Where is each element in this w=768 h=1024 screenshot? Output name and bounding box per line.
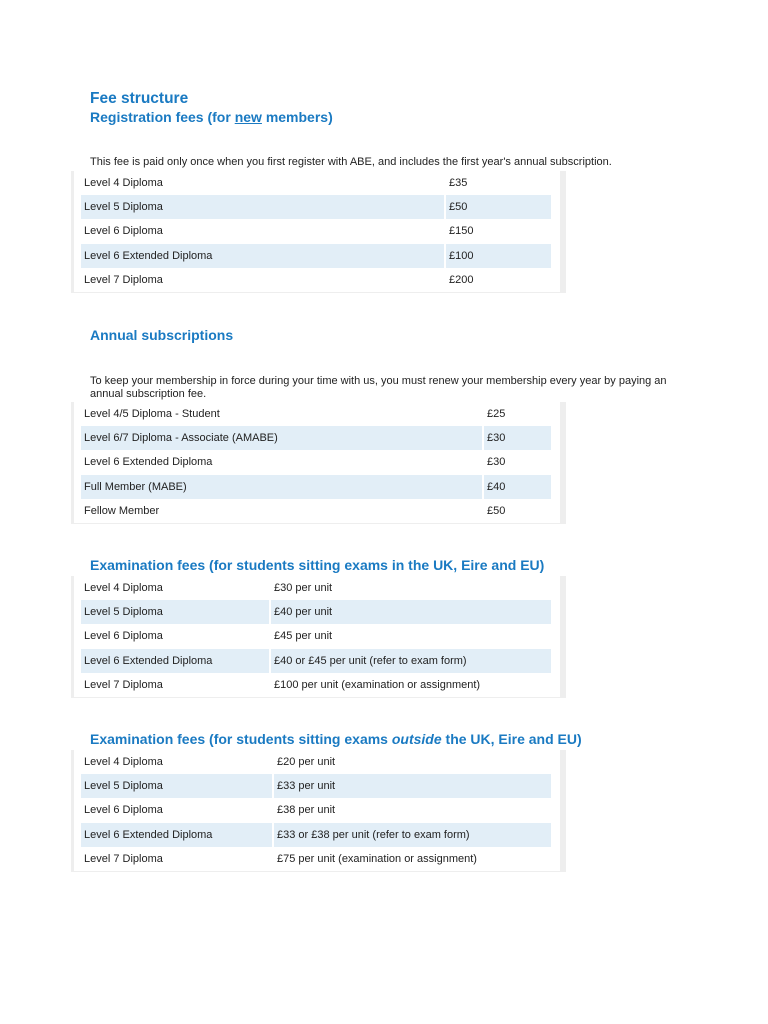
row-label: Level 5 Diploma (81, 195, 446, 219)
registration-intro: This fee is paid only once when you first register with ABE, and includes the first year's annual subscription. (90, 156, 612, 168)
row-fee: £75 per unit (examination or assignment) (277, 852, 477, 865)
row-label: Level 4/5 Diploma - Student (84, 408, 220, 421)
table-row (81, 823, 551, 847)
table-row (81, 774, 551, 798)
registration-heading-suffix: members) (261, 109, 333, 125)
subscriptions-heading: Annual subscriptions (90, 327, 234, 343)
exam-outside-heading-emphasis: outside (391, 731, 442, 747)
table-row (81, 268, 551, 292)
row-fee: £30 (487, 432, 506, 445)
exam-uk-fee-table (71, 576, 566, 698)
page-title: Fee structure (90, 90, 189, 107)
table-row (81, 847, 551, 871)
row-fee: £100 per unit (examination or assignment) (274, 678, 481, 691)
table-row (81, 624, 551, 648)
row-fee: £40 (487, 480, 506, 493)
table-row (81, 426, 551, 450)
row-fee: £25 (487, 408, 506, 421)
row-fee: £20 per unit (277, 756, 336, 769)
row-fee: £30 per unit (274, 582, 333, 595)
table-row (81, 402, 551, 426)
exam-outside-heading-suffix: the UK, Eire and EU) (441, 731, 582, 747)
row-fee: £40 per unit (274, 606, 333, 619)
row-fee: £45 per unit (274, 630, 333, 643)
row-fee: £50 (487, 504, 506, 517)
row-label: Level 4 Diploma (84, 756, 163, 769)
row-fee: £33 or £38 per unit (refer to exam form) (277, 828, 470, 841)
row-label: Level 6 Extended Diploma (84, 456, 213, 469)
row-fee: £33 per unit (277, 780, 336, 793)
table-row (81, 600, 551, 624)
row-fee: £38 per unit (277, 804, 336, 817)
registration-heading-prefix: Registration fees (for (90, 109, 235, 125)
registration-fee-table (71, 171, 566, 293)
exam-uk-heading: Examination fees (for students sitting exams in the UK, Eire and EU) (90, 557, 545, 573)
row-label: Fellow Member (84, 504, 160, 517)
subscriptions-fee-table (71, 402, 566, 524)
row-fee: £35 (449, 177, 468, 190)
registration-heading-emphasis: new (234, 109, 262, 125)
table-row (81, 499, 551, 523)
row-label: Level 6 Extended Diploma (81, 244, 446, 268)
row-label: Level 4 Diploma (84, 582, 163, 595)
table-row (81, 750, 551, 774)
row-label: Level 6 Diploma (84, 804, 163, 817)
row-label: Full Member (MABE) (81, 475, 484, 499)
row-label: Level 4 Diploma (84, 177, 163, 190)
table-row (81, 798, 551, 822)
row-fee: £50 (449, 201, 468, 214)
row-label: Level 6/7 Diploma - Associate (AMABE) (81, 426, 484, 450)
table-row (81, 195, 551, 219)
table-row (81, 219, 551, 243)
row-label: Level 6 Diploma (84, 225, 163, 238)
exam-outside-heading (90, 731, 582, 747)
row-label: Level 7 Diploma (84, 852, 163, 865)
row-label: Level 6 Extended Diploma (81, 649, 271, 673)
row-fee: £40 or £45 per unit (refer to exam form) (274, 654, 467, 667)
exam-outside-fee-table (71, 750, 566, 872)
row-label: Level 5 Diploma (81, 600, 271, 624)
row-label: Level 7 Diploma (84, 678, 163, 691)
table-row (81, 450, 551, 474)
table-row (81, 673, 551, 697)
row-fee: £30 (487, 456, 506, 469)
row-fee: £150 (449, 225, 474, 238)
table-row (81, 171, 551, 195)
exam-outside-heading-prefix: Examination fees (for students sitting exams (90, 731, 392, 747)
row-fee: £100 (449, 249, 474, 262)
table-row (81, 244, 551, 268)
row-label: Level 5 Diploma (81, 774, 274, 798)
row-label: Level 6 Diploma (84, 630, 163, 643)
row-fee: £200 (449, 273, 474, 286)
table-row (81, 475, 551, 499)
table-row (81, 649, 551, 673)
table-row (81, 576, 551, 600)
subscriptions-intro: To keep your membership in force during your time with us, you must renew your membership every year by paying an annual subscription fee. (90, 375, 667, 400)
row-label: Level 7 Diploma (84, 273, 163, 286)
registration-heading (90, 109, 333, 125)
row-label: Level 6 Extended Diploma (81, 823, 274, 847)
